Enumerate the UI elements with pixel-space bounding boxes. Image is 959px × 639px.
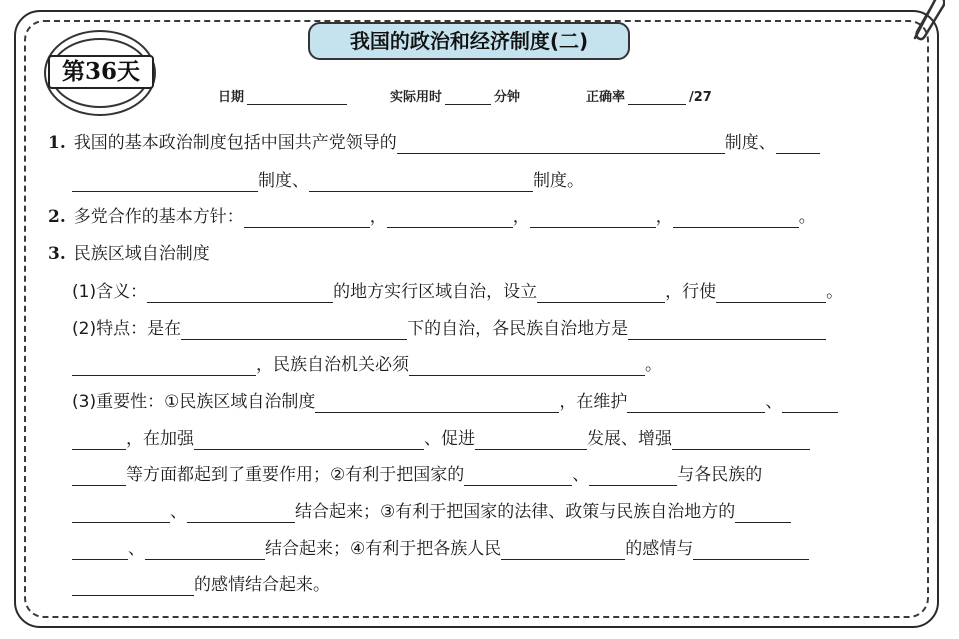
date-field xyxy=(218,86,350,105)
q3-p3-text: 等方面都起到了重要作用；②有利于把国家的 xyxy=(126,465,465,485)
accuracy-total: /27 xyxy=(689,90,712,105)
q1-text: 制度、 xyxy=(724,133,776,153)
q3-p3-line-6 xyxy=(72,574,330,596)
q3-p3-text: 与各民族的 xyxy=(677,465,763,485)
q3-p3-text: 、 xyxy=(170,502,187,522)
page-title: 我国的政治和经济制度(二) xyxy=(308,22,630,60)
q3-p3-text: 结合起来；④有利于把各族人民 xyxy=(265,539,502,559)
answer-blank[interactable] xyxy=(181,321,407,340)
answer-blank[interactable] xyxy=(194,431,424,450)
answer-blank[interactable] xyxy=(735,504,791,523)
q3-p2-text: 下的自治，各民族自治地方是 xyxy=(407,319,629,339)
q2-text: 多党合作的基本方针： xyxy=(73,207,244,227)
q3-p3-text: 、促进 xyxy=(424,429,475,449)
answer-blank[interactable] xyxy=(145,541,265,560)
answer-blank[interactable] xyxy=(72,173,258,192)
q1-line-1 xyxy=(48,132,820,154)
q3-number: 3. xyxy=(48,244,66,264)
answer-blank[interactable] xyxy=(475,431,587,450)
q3-p3-line-4 xyxy=(72,501,791,523)
q3-heading-line xyxy=(48,243,210,265)
q2-sep: ， xyxy=(369,207,387,227)
answer-blank[interactable] xyxy=(409,357,645,376)
q3-p2-line-1 xyxy=(72,318,826,340)
q3-p3-text: ，在维护 xyxy=(559,392,628,412)
answer-blank[interactable] xyxy=(464,467,572,486)
q1-text: 制度、 xyxy=(258,171,309,191)
answer-blank[interactable] xyxy=(72,357,256,376)
answer-blank[interactable] xyxy=(537,284,665,303)
answer-blank[interactable] xyxy=(782,394,838,413)
q3-p3-text: 发展、增强 xyxy=(587,429,672,449)
q3-p3-text: 结合起来；③有利于把国家的法律、政策与民族自治地方的 xyxy=(295,502,736,522)
q3-p3-text: 、 xyxy=(128,539,145,559)
q3-p2-end: 。 xyxy=(645,355,662,375)
answer-blank[interactable] xyxy=(673,209,799,228)
answer-blank[interactable] xyxy=(72,541,128,560)
q3-p3-text: ，在加强 xyxy=(126,429,194,449)
q3-p3-text: 的感情与 xyxy=(625,539,694,559)
q3-p3-line-5 xyxy=(72,538,809,560)
answer-blank[interactable] xyxy=(589,467,677,486)
q1-text: 制度。 xyxy=(533,171,584,191)
date-blank[interactable] xyxy=(247,89,347,105)
answer-blank[interactable] xyxy=(72,431,126,450)
q3-p1-text: 的地方实行区域自治，设立 xyxy=(333,282,538,302)
q3-p1-line xyxy=(72,281,843,303)
time-blank[interactable] xyxy=(445,89,491,105)
answer-blank[interactable] xyxy=(315,394,559,413)
q3-p3-text: 、 xyxy=(572,465,590,485)
q2-number: 2. xyxy=(48,207,66,227)
q3-heading: 民族区域自治制度 xyxy=(73,244,210,264)
q3-p3-text: 的感情结合起来。 xyxy=(194,575,330,595)
answer-blank[interactable] xyxy=(716,284,826,303)
time-label: 实际用时 xyxy=(390,90,443,105)
answer-blank[interactable] xyxy=(693,541,809,560)
q2-line xyxy=(48,206,816,228)
day-label: 第36天 xyxy=(48,55,154,89)
answer-blank[interactable] xyxy=(72,504,170,523)
q2-sep: ， xyxy=(512,207,530,227)
q3-p3-text: 、 xyxy=(765,392,783,412)
answer-blank[interactable] xyxy=(72,577,194,596)
answer-blank[interactable] xyxy=(672,431,810,450)
q3-p1-label: (1)含义： xyxy=(72,282,148,302)
answer-blank[interactable] xyxy=(501,541,625,560)
answer-blank[interactable] xyxy=(397,135,725,154)
q3-p2-line-2 xyxy=(72,354,662,376)
accuracy-label: 正确率 xyxy=(586,90,626,105)
answer-blank[interactable] xyxy=(387,209,513,228)
q2-end: 。 xyxy=(798,207,816,227)
answer-blank[interactable] xyxy=(244,209,370,228)
answer-blank[interactable] xyxy=(72,467,126,486)
answer-blank[interactable] xyxy=(309,173,533,192)
time-unit: 分钟 xyxy=(494,90,521,105)
answer-blank[interactable] xyxy=(147,284,333,303)
answer-blank[interactable] xyxy=(628,321,826,340)
paperclip-icon xyxy=(905,0,945,42)
answer-blank[interactable] xyxy=(187,504,295,523)
q3-p3-label: (3)重要性：①民族区域自治制度 xyxy=(72,392,316,412)
q1-line-2 xyxy=(72,170,584,192)
accuracy-blank[interactable] xyxy=(628,89,686,105)
answer-blank[interactable] xyxy=(776,135,820,154)
q3-p2-text: ，民族自治机关必须 xyxy=(256,355,409,375)
q3-p3-line-1 xyxy=(72,391,838,413)
q2-sep: ， xyxy=(655,207,673,227)
time-field xyxy=(390,86,520,105)
q3-p1-end: 。 xyxy=(826,282,844,302)
date-label: 日期 xyxy=(218,90,245,105)
q3-p2-label: (2)特点：是在 xyxy=(72,319,182,339)
q3-p3-line-3 xyxy=(72,464,762,486)
q1-text: 我国的基本政治制度包括中国共产党领导的 xyxy=(73,133,397,153)
q3-p3-line-2 xyxy=(72,428,810,450)
answer-blank[interactable] xyxy=(627,394,765,413)
q1-number: 1. xyxy=(48,133,66,153)
q3-p1-text: ，行使 xyxy=(665,282,717,302)
accuracy-field xyxy=(586,86,712,105)
answer-blank[interactable] xyxy=(530,209,656,228)
